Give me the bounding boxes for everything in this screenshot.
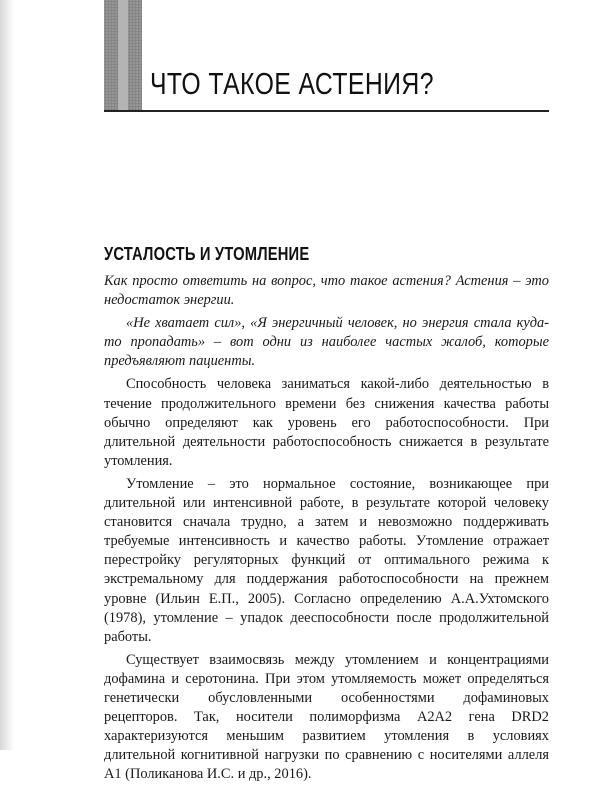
page-edge-shadow (0, 0, 14, 750)
chapter-title: ЧТО ТАКОЕ АСТЕНИЯ? (150, 66, 434, 101)
section-title: УСТАЛОСТЬ И УТОМЛЕНИЕ (104, 244, 310, 264)
paragraph-intro-question: Как просто ответить на вопрос, что такое астения? Астения – это недостаток энергии. (104, 273, 549, 309)
paragraph-dopamine-serotonin: Существует взаимосвязь между утомлением и концентрациями дофамина и серотонина. При этом утомляемость может определяться генетически обусловленными особенностями дофаминовых рецепторов. Так, носители полиморфизма A2A2 гена DRD2 характеризуются меньшим развитием утомления в условиях длительной когнитивной нагрузки по сравнению с носителями аллеля A1 (Поликанова И.С. и др., 2016). (104, 651, 549, 783)
paragraph-fatigue-definition: Утомление – это нормальное состояние, возникающее при длительной или интенсивной работе, в результате которой человеку становится сначала трудно, а затем и невозможно поддерживать требуемые интенсивность и качество работы. Утомление отражает перестройку регуляторных функций от оптимального режима к экстремальному для поддержания работоспособности на прежнем уровне (Ильин Е.П., 2005). Согласно определению А.А.Ухтомского (1978), утомление – упадок дееспособности после продолжительной работы. (104, 475, 549, 645)
body-text (104, 272, 549, 788)
chapter-marker-stripe (118, 0, 128, 110)
chapter-title-rule (104, 110, 549, 112)
paragraph-patient-complaints: «Не хватает сил», «Я энергичный человек, но энергия стала куда-то пропадать» – вот одни из наиболее частых жалоб, которые предъявляют пациенты. (104, 315, 549, 370)
paragraph-work-capacity: Способность человека заниматься какой-либо деятельностью в течение продолжительного времени без снижения качества работы обычно определяют как уровень его работоспособности. При длительной деятельности работоспособность снижается в результате утомления. (104, 376, 549, 469)
